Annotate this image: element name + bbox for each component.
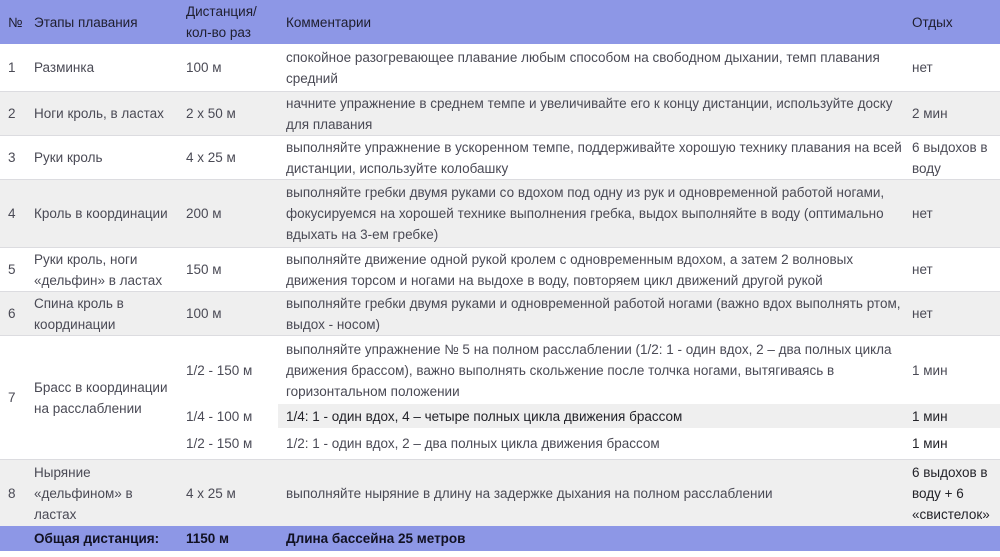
- row-rest: нет: [904, 248, 1000, 292]
- header-stage: Этапы плавания: [26, 0, 178, 44]
- row-num: 8: [0, 460, 26, 526]
- header-distance-line1: Дистанция/: [186, 4, 257, 19]
- row-num: 1: [0, 44, 26, 92]
- footer-pool-length: Длина бассейна 25 метров: [278, 526, 904, 551]
- subrow-rest: 1 мин: [904, 336, 1000, 404]
- row-num: 3: [0, 136, 26, 180]
- row-num: 2: [0, 92, 26, 136]
- row-rest: 6 выдохов в воду: [904, 136, 1000, 180]
- row-stage: Брасс в координации на расслаблении: [26, 336, 178, 460]
- subrow-rest: 1 мин: [904, 428, 1000, 460]
- subrow-distance: 1/2 - 150 м: [178, 336, 278, 404]
- row-distance: 100 м: [178, 44, 278, 92]
- row-num: 4: [0, 180, 26, 248]
- header-rest: Отдых: [904, 0, 1000, 44]
- subrow-comment: 1/4: 1 - один вдох, 4 – четыре полных цикла движения брассом: [278, 404, 904, 428]
- header-comment: Комментарии: [278, 0, 904, 44]
- row-comment: спокойное разогревающее плавание любым способом на свободном дыхании, темп плавания средний: [278, 44, 904, 92]
- row-distance: 150 м: [178, 248, 278, 292]
- row-stage: Кроль в координации: [26, 180, 178, 248]
- subrow-distance: 1/2 - 150 м: [178, 428, 278, 460]
- row-comment: выполняйте гребки двумя руками и одновременной работой ногами (важно вдох выполнять ртом, выдох - носом): [278, 292, 904, 336]
- footer-spacer-end: [904, 526, 1000, 551]
- row-rest: нет: [904, 292, 1000, 336]
- row-stage: Ныряние «дельфином» в ластах: [26, 460, 178, 526]
- row-distance: 4 х 25 м: [178, 136, 278, 180]
- row-comment: выполняйте гребки двумя руками со вдохом под одну из рук и одновременной работой ногами, фокусируемся на хорошей технике выполнения гребка, выдох выполняйте в воду (оптимально вдыхать на 3-ем гребке): [278, 180, 904, 248]
- footer-spacer: [0, 526, 26, 551]
- row-comment: выполняйте движение одной рукой кролем с одновременным вдохом, а затем 2 волновых движения торсом и ногами на выдохе в воду, повторяем цикл движений другой рукой: [278, 248, 904, 292]
- header-num: №: [0, 0, 26, 44]
- row-num: 6: [0, 292, 26, 336]
- row-comment: выполняйте упражнение в ускоренном темпе, поддерживайте хорошую технику плавания на всей дистанции, используйте колобашку: [278, 136, 904, 180]
- row-num: 7: [0, 336, 26, 460]
- footer-label: Общая дистанция:: [26, 526, 178, 551]
- subrow-comment: 1/2: 1 - один вдох, 2 – два полных цикла движения брассом: [278, 428, 904, 460]
- subrow-rest: 1 мин: [904, 404, 1000, 428]
- header-distance-line2: кол-во раз: [186, 25, 251, 40]
- row-stage: Руки кроль, ноги «дельфин» в ластах: [26, 248, 178, 292]
- row-distance: 100 м: [178, 292, 278, 336]
- row-rest: 6 выдохов в воду + 6 «свистелок»: [904, 460, 1000, 526]
- row-num: 5: [0, 248, 26, 292]
- row-distance: 2 х 50 м: [178, 92, 278, 136]
- footer-total: 1150 м: [178, 526, 278, 551]
- row-rest: 2 мин: [904, 92, 1000, 136]
- row-stage: Разминка: [26, 44, 178, 92]
- subrow-comment: выполняйте упражнение № 5 на полном расслаблении (1/2: 1 - один вдох, 2 – два полных цикла движения брассом), важно выполнять скольжение после толчка ногами, вытягиваясь в горизонтальном положении: [278, 336, 904, 404]
- row-rest: нет: [904, 180, 1000, 248]
- row-stage: Ноги кроль, в ластах: [26, 92, 178, 136]
- row-rest: нет: [904, 44, 1000, 92]
- subrow-distance: 1/4 - 100 м: [178, 404, 278, 428]
- row-stage: Спина кроль в координации: [26, 292, 178, 336]
- row-stage: Руки кроль: [26, 136, 178, 180]
- row-comment: начните упражнение в среднем темпе и увеличивайте его к концу дистанции, используйте доску для плавания: [278, 92, 904, 136]
- header-distance: [178, 0, 278, 44]
- row-distance: 4 х 25 м: [178, 460, 278, 526]
- row-comment: выполняйте ныряние в длину на задержке дыхания на полном расслаблении: [278, 460, 904, 526]
- row-distance: 200 м: [178, 180, 278, 248]
